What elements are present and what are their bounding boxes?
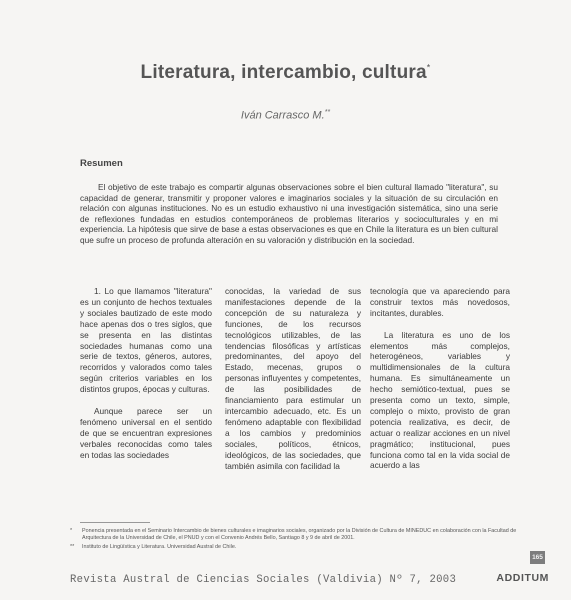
body-column-1 [80, 286, 212, 460]
body-paragraph: tecnología que va apareciendo para construir textos más novedosos, incitantes, durables. [370, 286, 510, 318]
body-paragraph: Aunque parece ser un fenómeno universal en el sentido de que se encuentran expresiones verbales reconocidas como tales en todas las sociedades [80, 405, 212, 460]
footnote-mark: * [70, 528, 73, 534]
footnote-text: Instituto de Lingüística y Literatura. Universidad Austral de Chile. [82, 543, 237, 550]
running-footer: Revista Austral de Ciencias Sociales (Valdivia) Nº 7, 2003 [70, 574, 457, 586]
abstract-paragraph: El objetivo de este trabajo es compartir algunas observaciones sobre el bien cultural llamado "literatura", su capacidad de generar, transmitir y proponer valores e imaginarios sociales y la situación de su circulación en relación con algunas instituciones. No es un estudio exhaustivo ni una investigación sistemática, sino una serie de reflexiones fundadas en estudios contemporáneos de problemas literarios y socioculturales y en mi experiencia. La hipótesis que sirve de base a estas observaciones es que en Chile la literatura es un bien cultural que sufre un proceso de profunda alteración en su valoración y distribución en la sociedad. [80, 182, 498, 245]
footnote-text: Ponencia presentada en el Seminario Intercambio de bienes culturales e imaginarios sociales, organizado por la División de Cultura de MINEDUC en colaboración con la Facultad de Arquitectura de la Universidad de Chile, el PNUD y con el Convenio Andrés Bello, Santiago 8 y 9 de abril de 2001. [82, 528, 517, 542]
page-number: 165 [530, 551, 545, 564]
body-paragraph: 1. Lo que llamamos "literatura" es un conjunto de hechos textuales y sociales bautizado de este modo hace apenas dos o tres siglos, que se presenta en las distintas sociedades humanas como una serie de textos, géneros, autores, recorridos y valorados como tales según criterios variables en los distintos grupos, épocas y culturas. [80, 286, 212, 395]
abstract-body [80, 182, 498, 246]
section-mark: ADDITUM [496, 572, 549, 584]
body-paragraph: La literatura es uno de los elementos más complejos, heterogéneos, variables y multidimensionales de la cultura humana. Es simultáneamente un hecho semiótico-textual, pues se presenta como un texto, simple, complejo o mixto, provisto de gran potencia realizativa, es decir, de actuar o realizar acciones en un nivel pragmático; institucional, pues funciona como tal en la vida social de acuerdo a las [370, 329, 510, 471]
author-line [0, 109, 571, 122]
footnote [70, 528, 530, 543]
article-title-text: Literatura, intercambio, cultura [140, 62, 427, 83]
body-column-3 [370, 286, 510, 471]
footnotes [70, 528, 530, 552]
body-paragraph: conocidas, la variedad de sus manifestaciones depende de la concepción de su naturaleza y funciones, de los recursos tecnológicos utilizables, de las tendencias filosóficas y artísticas predominantes, del apoyo del Estado, mecenas, grupos o personas influyentes y competentes, de las posibilidades de financiamiento para estimular un intercambio adecuado, etc. Es un fenómeno adaptable con flexibilidad a los cambios y predominios sociales, políticos, étnicos, ideológicos, de las sociedades, que también asimila con facilidad la [225, 286, 361, 471]
article-title [0, 62, 571, 84]
footnote-mark: ** [70, 543, 75, 550]
author-footnote-mark: ** [324, 109, 331, 116]
title-footnote-mark: * [426, 62, 431, 73]
footnote-divider [80, 522, 150, 523]
abstract-heading: Resumen [80, 158, 123, 169]
body-column-2 [225, 286, 361, 471]
author-name: Iván Carrasco M. [240, 109, 325, 122]
footnote [70, 544, 530, 551]
